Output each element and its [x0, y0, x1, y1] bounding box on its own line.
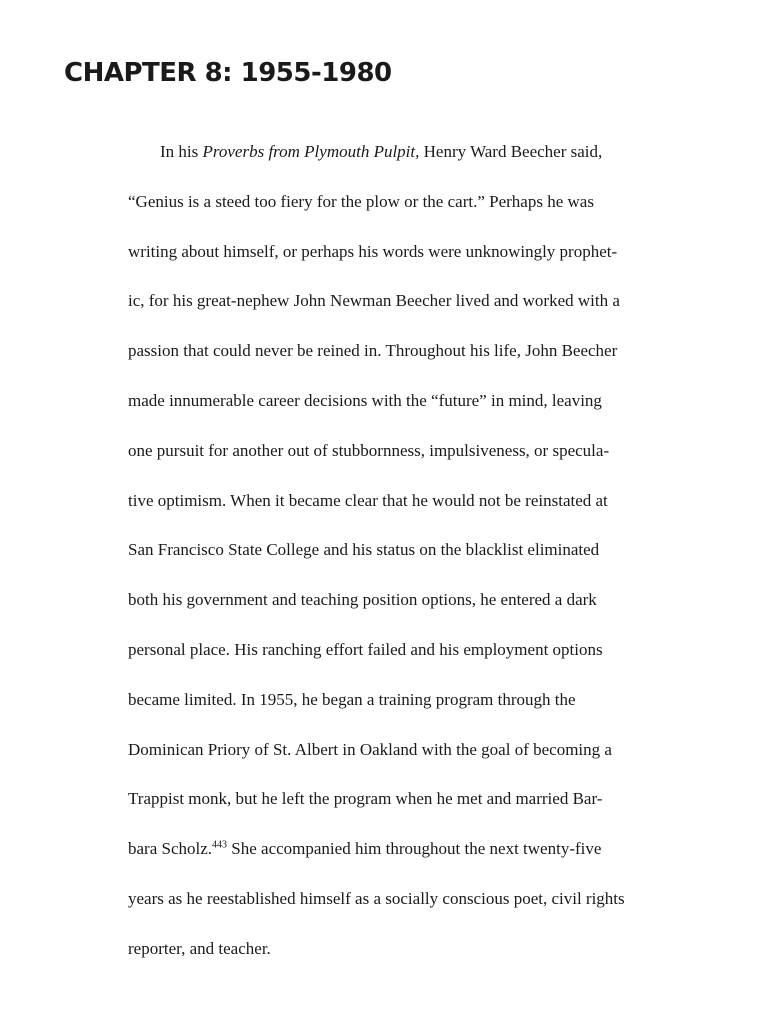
text-line: both his government and teaching position options, he entered a dark	[128, 590, 597, 610]
text-line: reporter, and teacher.	[128, 938, 271, 958]
text-segment: Henry Ward Beecher said,	[419, 142, 603, 161]
text-line: years as he reestablished himself as a socially conscious poet, civil rights	[128, 888, 625, 908]
footnote-reference[interactable]: 443	[212, 839, 228, 851]
text-line: personal place. His ranching effort failed and his employment options	[128, 639, 603, 659]
text-line: writing about himself, or perhaps his words were unknowingly prophet-	[128, 241, 618, 261]
text-line: tive optimism. When it became clear that he would not be reinstated at	[128, 490, 608, 510]
text-line: passion that could never be reined in. Throughout his life, John Beecher	[128, 341, 618, 361]
text-line	[128, 831, 648, 881]
text-line: Dominican Priory of St. Albert in Oakland with the goal of becoming a	[128, 739, 612, 759]
text-segment: In his	[160, 142, 203, 161]
text-line: “Genius is a steed too fiery for the plow or the cart.” Perhaps he was	[128, 191, 594, 211]
text-line: Trappist monk, but he left the program when he met and married Bar-	[128, 789, 603, 809]
chapter-title: CHAPTER 8: 1955-1980	[64, 58, 392, 88]
text-segment: bara Scholz.	[128, 839, 213, 859]
text-segment: She accompanied him throughout the next twenty-five	[227, 839, 602, 859]
text-line	[128, 134, 648, 184]
text-line: San Francisco State College and his status on the blacklist eliminated	[128, 540, 600, 560]
text-line: one pursuit for another out of stubbornness, impulsiveness, or specula-	[128, 440, 610, 460]
text-line: made innumerable career decisions with the “future” in mind, leaving	[128, 390, 602, 410]
body-paragraph	[128, 134, 648, 981]
text-line: became limited. In 1955, he began a training program through the	[128, 689, 576, 709]
text-line: ic, for his great-nephew John Newman Beecher lived and worked with a	[128, 291, 620, 311]
book-title-italic: Proverbs from Plymouth Pulpit,	[202, 142, 420, 161]
